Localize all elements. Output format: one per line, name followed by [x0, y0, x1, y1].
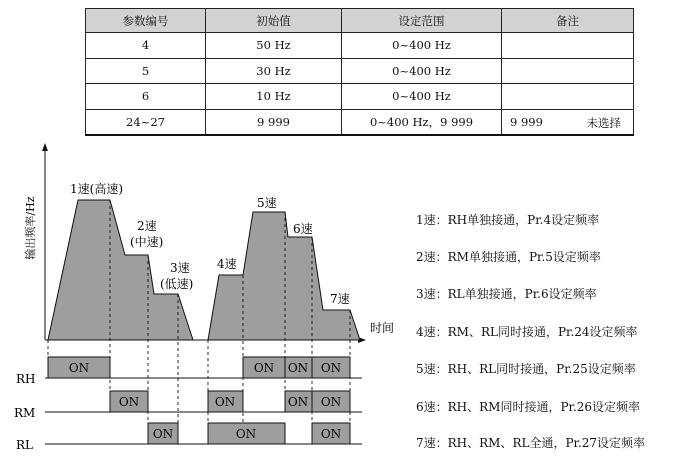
- cell-setting-range: 0~400 Hz: [342, 33, 502, 59]
- cell-initial-value: 50 Hz: [206, 33, 342, 59]
- rh-on-label: ON: [287, 361, 309, 375]
- header-initial-value: 初始值: [206, 9, 342, 33]
- rl-on-label: ON: [235, 427, 257, 441]
- rm-on-label: ON: [287, 395, 309, 409]
- speed-label-3-sub: (低速): [160, 277, 194, 291]
- cell-setting-range: 0~400 Hz，9 999: [342, 109, 502, 135]
- x-axis-label: 时间: [370, 321, 395, 335]
- signal-label-rh: RH: [16, 372, 36, 386]
- cell-setting-range: 0~400 Hz: [342, 58, 502, 84]
- legend-item-speed-3: 3速：RL单独接通，Pr.6设定频率: [416, 287, 597, 301]
- speed-label-5: 5速: [257, 196, 277, 210]
- speed-label-2: 2速: [137, 219, 157, 233]
- cell-initial-value: 9 999: [206, 109, 342, 135]
- rm-on-label: ON: [320, 395, 342, 409]
- header-setting-range: 设定范围: [342, 9, 502, 33]
- speed-label-7: 7速: [330, 292, 350, 306]
- legend-item-speed-7: 7速：RH、RM、RL全通，Pr.27设定频率: [416, 436, 646, 450]
- rl-on-label: ON: [152, 427, 174, 441]
- legend-item-speed-4: 4速：RM、RL同时接通，Pr.24设定频率: [416, 325, 638, 339]
- header-remarks: 备注: [502, 9, 634, 33]
- cell-initial-value: 10 Hz: [206, 84, 342, 110]
- remarks-value: 9 999: [510, 114, 543, 129]
- cell-setting-range: 0~400 Hz: [342, 84, 502, 110]
- legend-item-speed-1: 1速：RH单独接通，Pr.4设定频率: [416, 213, 600, 227]
- speed-label-3: 3速: [170, 261, 190, 275]
- rl-on-label: ON: [320, 427, 342, 441]
- speed-label-1: 1速(高速): [70, 182, 123, 196]
- cell-initial-value: 30 Hz: [206, 58, 342, 84]
- rh-on-label: ON: [68, 361, 90, 375]
- legend-item-speed-2: 2速：RM单独接通，Pr.5设定频率: [416, 250, 601, 264]
- legend-item-speed-6: 6速：RH、RM同时接通，Pr.26设定频率: [416, 400, 641, 414]
- rh-on-label: ON: [320, 361, 342, 375]
- header-param-no: 参数编号: [86, 9, 206, 33]
- cell-param-no: 5: [86, 58, 206, 84]
- legend-item-speed-5: 5速：RH、RL同时接通，Pr.25设定频率: [416, 362, 636, 376]
- speed-label-2-sub: (中速): [130, 235, 164, 249]
- cell-param-no: 24~27: [86, 109, 206, 135]
- signal-label-rl: RL: [16, 438, 34, 452]
- signal-label-rm: RM: [14, 406, 36, 420]
- rm-on-label: ON: [118, 395, 140, 409]
- rm-on-label: ON: [214, 395, 236, 409]
- y-axis-label: 输出频率/Hz: [24, 196, 37, 260]
- remarks-text: 未选择: [586, 115, 621, 130]
- frequency-profile-2: [208, 212, 360, 340]
- speed-label-6: 6速: [293, 222, 313, 236]
- cell-param-no: 4: [86, 33, 206, 59]
- rh-on-label: ON: [253, 361, 275, 375]
- speed-label-4: 4速: [217, 257, 237, 271]
- y-axis-arrow: [42, 143, 48, 151]
- cell-param-no: 6: [86, 84, 206, 110]
